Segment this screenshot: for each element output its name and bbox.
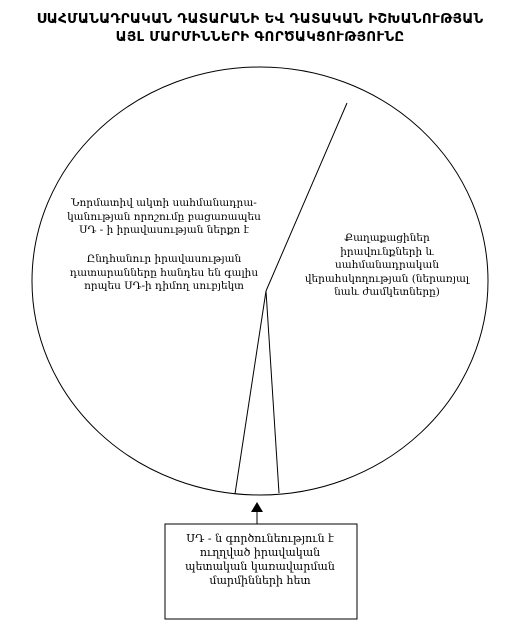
right-text-block: [296, 232, 478, 300]
divider-line-left-lower: [235, 291, 266, 494]
left-text-paragraph-2: [40, 253, 288, 294]
right-line: նաև ժամկետները): [334, 286, 440, 298]
left-p2-line: որպես ՍԴ-ի դիմող սուբյեկտ: [84, 280, 244, 292]
left-p2-line: Ընդհանուր իրավասության: [86, 253, 242, 265]
title-line-2: ԱՅԼ ՄԱՐՄԻՆՆԵՐԻ ԳՈՐԾԱԿՑՈՒԹՅՈՒՆԸ: [115, 29, 405, 45]
box-line: մարմինների հետ: [209, 574, 311, 587]
left-p1-line: ՍԴ - ի իրավասության ներքո է: [79, 224, 249, 236]
left-p1-line: կանության որոշումը բացառապես: [67, 210, 261, 223]
left-p1-line: Նորմատիվ ակտի սահմանադրա-: [71, 197, 257, 209]
box-line: ուղղված իրավական: [199, 546, 321, 559]
right-line: Քաղաքացիներ: [344, 232, 430, 244]
connector-arrowhead: [251, 502, 263, 512]
right-line: սահմանադրական: [334, 259, 439, 271]
box-line: ՍԴ - ն գործունեություն է: [186, 532, 334, 545]
right-line: վերահսկողության (ներառյալ: [304, 272, 470, 285]
left-p2-line: դատարանները հանդես են գալիս: [69, 266, 259, 279]
divider-line-right-lower: [266, 291, 279, 493]
bottom-box-text: [170, 532, 350, 588]
box-line: պետական կառավարման: [185, 560, 335, 573]
right-line: իրավունքների և: [340, 245, 434, 258]
title-line-1: ՍԱՀՄԱՆԱԴՐԱԿԱՆ ԴԱՏԱՐԱՆԻ ԵՎ ԴԱՏԱԿԱՆ ԻՇԽԱՆՈՒԹՅԱՆ: [36, 11, 484, 27]
left-text-paragraph-1: [40, 197, 288, 238]
